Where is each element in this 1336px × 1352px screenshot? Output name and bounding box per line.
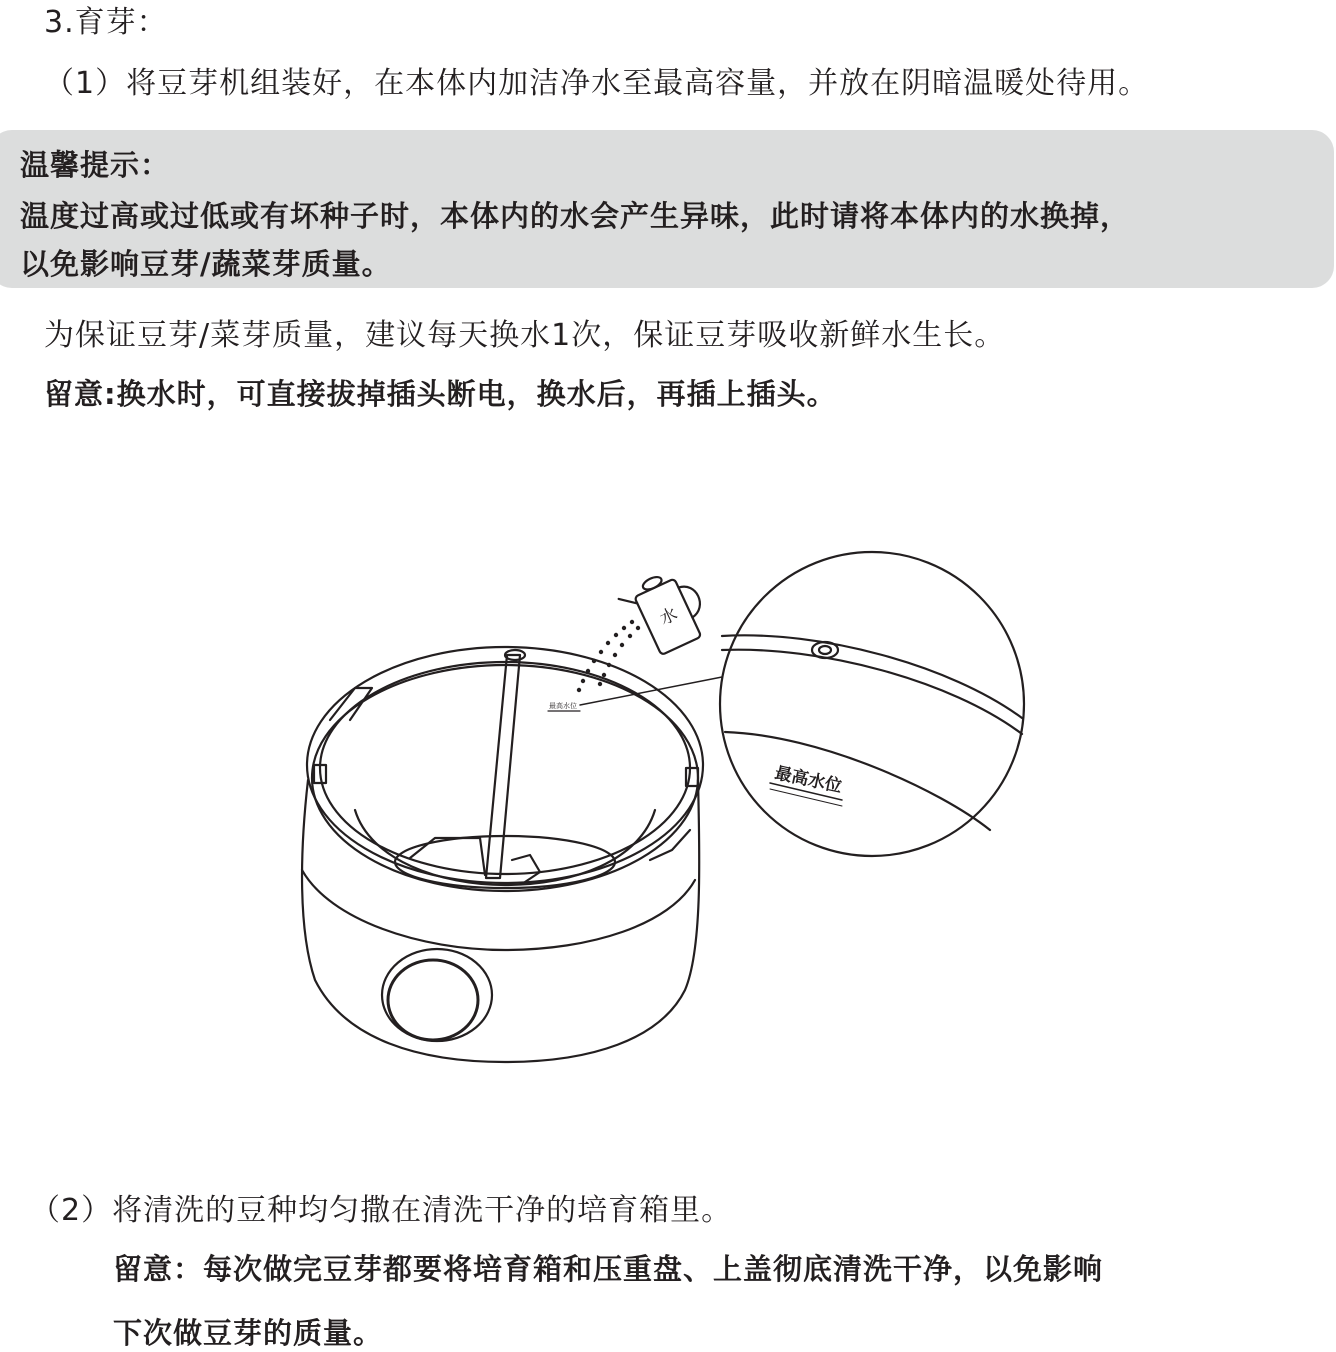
rim-handle-right bbox=[650, 830, 690, 860]
note-cleaning-line-2: 下次做豆芽的质量。 bbox=[113, 1316, 384, 1350]
note-cleaning-line-1: 留意：每次做完豆芽都要将培育箱和压重盘、上盖彻底清洗干净，以免影响 bbox=[113, 1252, 1104, 1286]
advice-text: 为保证豆芽/菜芽质量，建议每天换水1次，保证豆芽吸收新鲜水生长。 bbox=[44, 318, 1006, 353]
max-level-label-zoom: 最高水位 bbox=[772, 763, 844, 798]
step-2-text: （2）将清洗的豆种均匀撒在清洗干净的培育箱里。 bbox=[30, 1193, 733, 1228]
center-pole bbox=[486, 655, 520, 878]
control-knob bbox=[388, 960, 478, 1040]
note-water-change: 留意:换水时，可直接拔掉插头断电，换水后，再插上插头。 bbox=[44, 377, 837, 411]
tip-title: 温馨提示： bbox=[20, 148, 171, 182]
tip-line-2: 以免影响豆芽/蔬菜芽质量。 bbox=[20, 247, 392, 281]
step-1-text: （1）将豆芽机组装好，在本体内加洁净水至最高容量，并放在阴暗温暖处待用。 bbox=[44, 66, 1150, 101]
water-stream bbox=[577, 620, 640, 692]
tip-line-1: 温度过高或过低或有坏种子时，本体内的水会产生异味，此时请将本体内的水换掉， bbox=[20, 199, 1131, 233]
max-level-label-small: 最高水位 bbox=[549, 702, 577, 710]
zoom-rim-inner bbox=[722, 650, 1022, 734]
kettle-label: 水 bbox=[656, 604, 681, 630]
sprout-machine-illustration bbox=[290, 545, 1030, 1070]
zoom-basin-line bbox=[725, 732, 990, 830]
zoom-rim-hole bbox=[812, 642, 838, 658]
bottom-fitting bbox=[410, 838, 540, 882]
machine-rim-lip bbox=[312, 665, 698, 891]
section-heading: 3.育芽： bbox=[44, 5, 168, 40]
zoom-circle bbox=[720, 552, 1024, 856]
